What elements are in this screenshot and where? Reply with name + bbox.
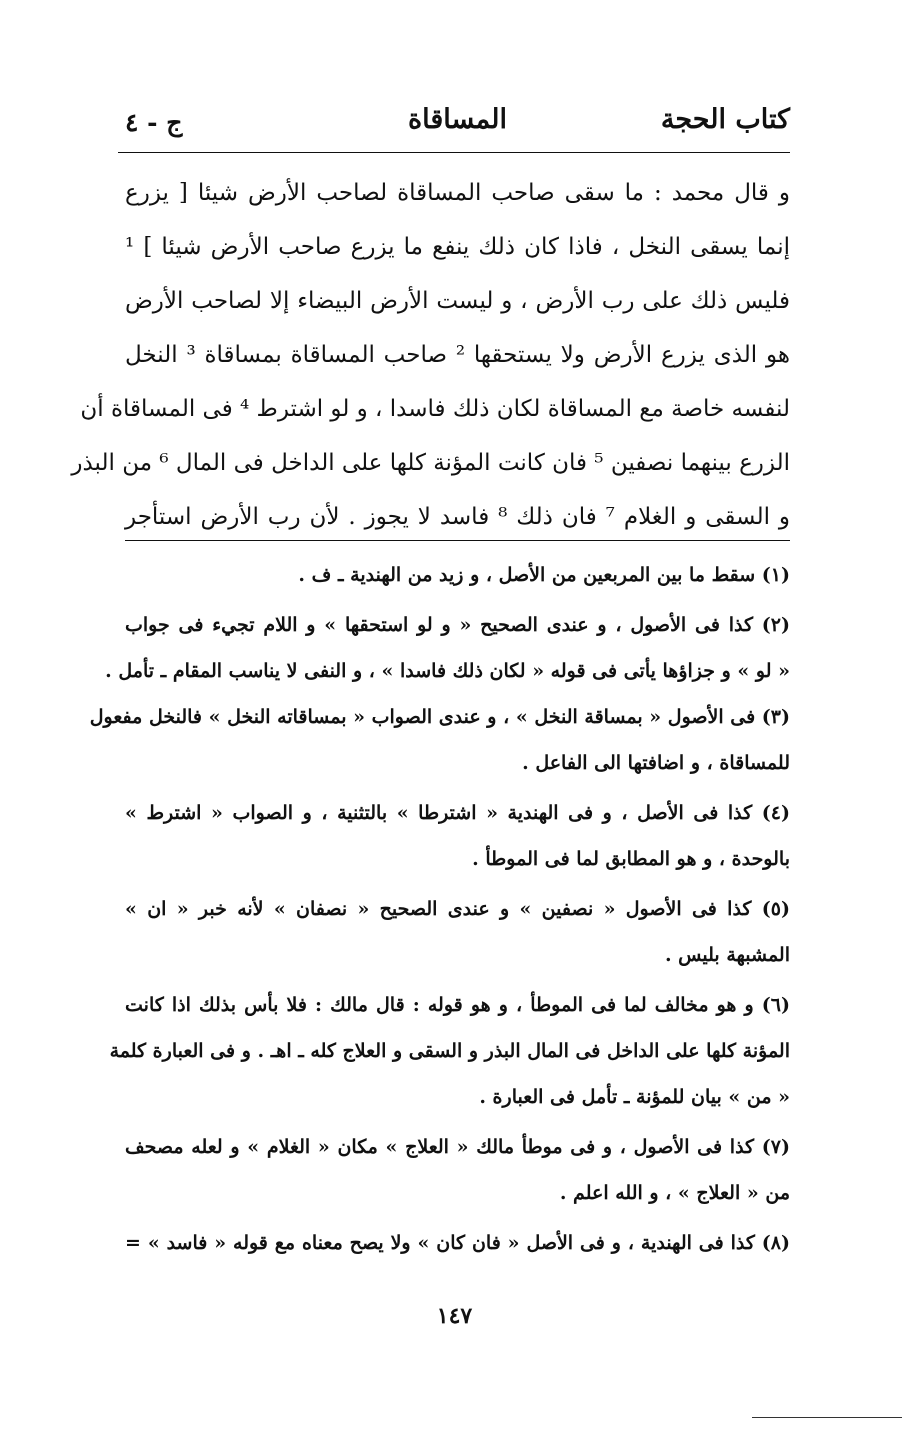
header-rule (118, 152, 790, 153)
footnote-line: (٧) كذا فى الأصول ، و فى موطأ مالك « العلاج » مكان « الغلام » و لعله مصحف (125, 1136, 790, 1158)
footnote-6 (109, 982, 790, 1120)
main-text-line: هو الذى يزرع الأرض ولا يستحقها ² صاحب المساقاة بمساقاة ³ النخل (125, 342, 790, 368)
main-text-line: إنما يسقى النخل ، فاذا كان ذلك ينفع ما يزرع صاحب الأرض شيئا ] ¹ (125, 234, 790, 260)
book-title: كتاب الحجة (660, 104, 790, 135)
main-text-line: لنفسه خاصة مع المساقاة لكان ذلك فاسدا ، و لو اشترط ⁴ فى المساقاة أن (80, 396, 790, 422)
footnote-line: للمساقاة ، و اضافتها الى الفاعل . (522, 752, 790, 774)
footnote-line: (٣) فى الأصول « بمساقة النخل » ، و عندى الصواب « بمساقاته النخل » فالنخل مفعول (89, 706, 790, 728)
main-text-line: الزرع بينهما نصفين ⁵ فان كانت المؤنة كلها على الداخل فى المال ⁶ من البذر (71, 450, 790, 476)
footnote-5 (125, 886, 790, 978)
footnote-4 (125, 790, 790, 882)
page-number: ١٤٧ (436, 1303, 473, 1329)
chapter-title: المساقاة (408, 104, 507, 135)
footnote-8 (125, 1220, 790, 1266)
footnote-line: « من » بيان للمؤنة ـ تأمل فى العبارة . (479, 1086, 790, 1108)
footnote-line: (٢) كذا فى الأصول ، و عندى الصحيح « و لو استحقها » و اللام تجيء فى جواب (125, 614, 790, 636)
footnote-line: « لو » و جزاؤها يأتى فى قوله « لكان ذلك فاسدا » ، و النفى لا يناسب المقام ـ تأمل . (105, 660, 790, 682)
footnote-line: (١) سقط ما بين المربعين من الأصل ، و زيد من الهندية ـ ف . (298, 564, 790, 586)
footnote-line: (٦) و هو مخالف لما فى الموطأ ، و هو قوله : قال مالك : فلا بأس بذلك اذا كانت (125, 994, 790, 1016)
footnote-separator (125, 540, 790, 541)
footnote-line: (٥) كذا فى الأصول « نصفين » و عندى الصحيح « نصفان » لأنه خبر « ان » (125, 898, 790, 920)
main-text-line: فليس ذلك على رب الأرض ، و ليست الأرض البيضاء إلا لصاحب الأرض (125, 288, 790, 314)
main-text-line: و السقى و الغلام ⁷ فان ذلك ⁸ فاسد لا يجوز . لأن رب الأرض استأجر (125, 504, 790, 530)
footnote-3 (89, 694, 790, 786)
main-text (71, 166, 790, 544)
footnote-line: المشبهة بليس . (664, 944, 790, 966)
footnotes (89, 552, 790, 1266)
footnote-line: المؤنة كلها على الداخل فى المال البذر و السقى و العلاج كله ـ اهـ . و فى العبارة كلمة (109, 1040, 790, 1062)
footnote-line: بالوحدة ، و هو المطابق لما فى الموطأ . (472, 848, 790, 870)
footnote-line: (٤) كذا فى الأصل ، و فى الهندية « اشترطا » بالتثنية ، و الصواب « اشترط » (125, 802, 790, 824)
main-text-line: و قال محمد : ما سقى صاحب المساقاة لصاحب الأرض شيئا [ يزرع (125, 180, 790, 206)
footnote-7 (125, 1124, 790, 1216)
footnote-line: من « العلاج » ، و الله اعلم . (559, 1182, 790, 1204)
volume-number: ج - ٤ (125, 108, 183, 137)
scan-edge-line (752, 1417, 902, 1418)
running-head (125, 98, 790, 148)
footnote-2 (105, 602, 790, 694)
footnote-line: (٨) كذا فى الهندية ، و فى الأصل « فان كان » ولا يصح معناه مع قوله « فاسد » = (125, 1232, 790, 1254)
footnote-1 (125, 552, 790, 598)
